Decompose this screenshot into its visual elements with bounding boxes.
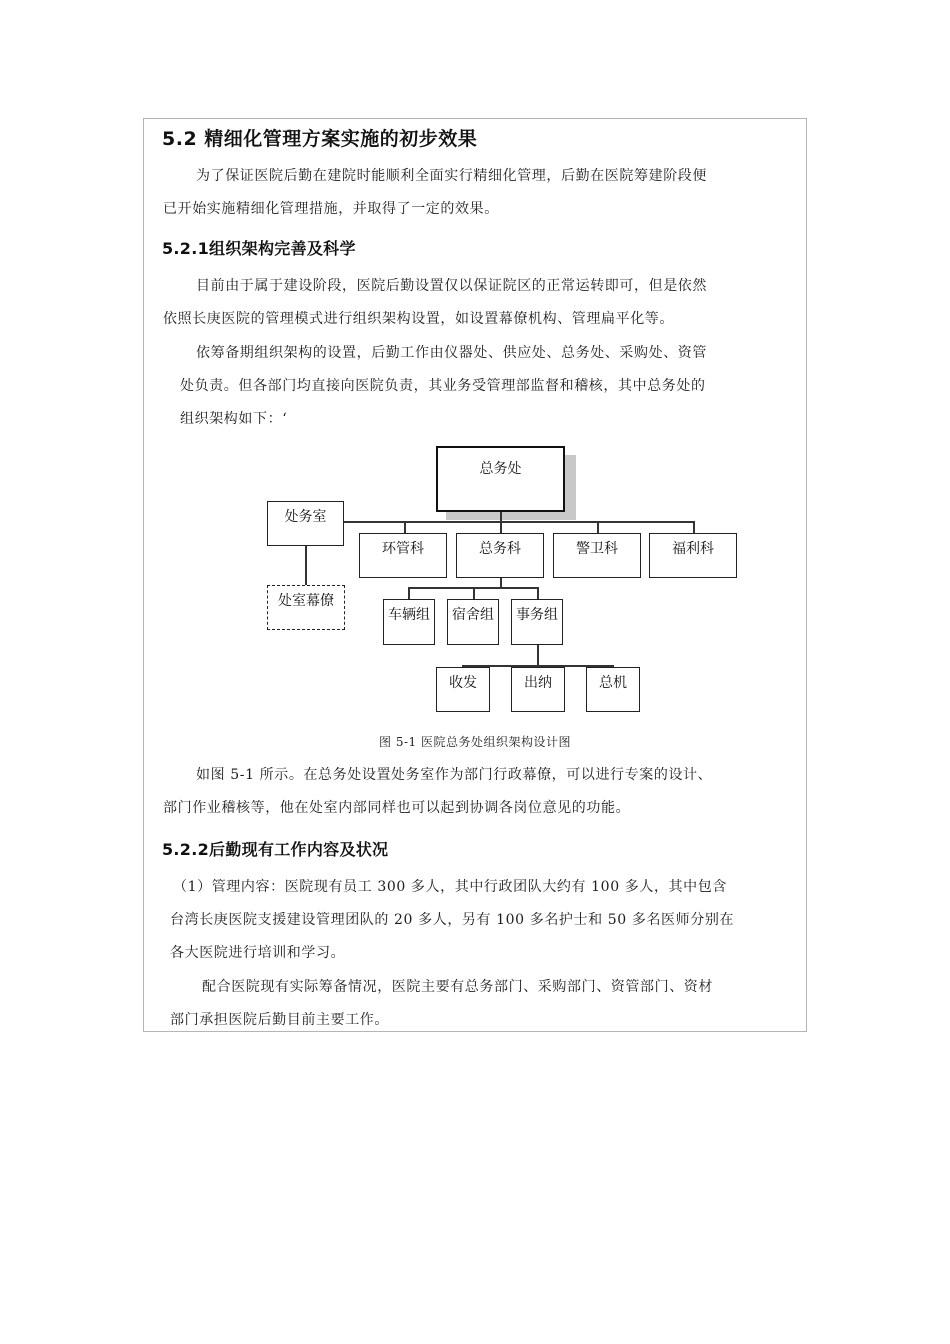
sub2-para1-line-3: 各大医院进行培训和学习。 <box>170 945 346 961</box>
dept-box-4: 福利科 <box>649 533 737 578</box>
dept-box-1: 环管科 <box>359 533 447 578</box>
group-drop-1 <box>408 587 410 599</box>
sub1-para1-line-1: 目前由于属于建设阶段，医院后勤设置仅以保证院区的正常运转即可，但是依然 <box>196 278 707 294</box>
figure-caption: 图 5-1 医院总务处组织架构设计图 <box>379 735 571 749</box>
org-root-box: 总务处 <box>436 446 565 512</box>
group-box-2: 宿舍组 <box>447 599 499 645</box>
dept-box-2: 总务科 <box>456 533 544 578</box>
unit-box-2: 出纳 <box>511 667 565 712</box>
section-title: 5.2 精细化管理方案实施的初步效果 <box>162 128 478 150</box>
after-figure-line-2: 部门作业稽核等，他在处室内部同样也可以起到协调各岗位意见的功能。 <box>163 800 631 816</box>
unit-root-connector <box>537 645 539 666</box>
group-drop-3 <box>537 587 539 599</box>
unit-box-3: 总机 <box>586 667 640 712</box>
intro-line-1: 为了保证医院后勤在建院时能顺利全面实行精细化管理，后勤在医院筹建阶段便 <box>196 168 707 184</box>
dept-drop-2 <box>500 521 502 533</box>
intro-line-2: 已开始实施精细化管理措施，并取得了一定的效果。 <box>163 201 499 217</box>
staff-office-box: 处务室 <box>267 501 344 546</box>
sub2-para2-line-1: 配合医院现有实际筹备情况，医院主要有总务部门、采购部门、资管部门、资材 <box>202 979 713 995</box>
unit-box-1: 收发 <box>436 667 490 712</box>
sub1-para2-line-1: 依筹备期组织架构的设置，后勤工作由仪器处、供应处、总务处、采购处、资管 <box>196 345 707 361</box>
dept-box-3: 警卫科 <box>553 533 641 578</box>
dept-drop-3 <box>597 521 599 533</box>
staff-aide-box: 处室幕僚 <box>267 585 345 630</box>
dept-drop-1 <box>404 521 406 533</box>
dept-drop-4 <box>693 521 695 533</box>
sub2-para1-line-1: （1）管理内容：医院现有员工 300 多人，其中行政团队大约有 100 多人，其中包含 <box>173 879 727 895</box>
staff-connector <box>305 546 307 585</box>
sub2-para1-line-2: 台湾长庚医院支援建设管理团队的 20 多人，另有 100 多名护士和 50 多名医师分别在 <box>170 912 735 928</box>
sub1-para2-line-3: 组织架构如下：‘ <box>180 411 288 427</box>
subsection-title-1: 5.2.1组织架构完善及科学 <box>162 239 356 258</box>
group-box-1: 车辆组 <box>383 599 435 645</box>
after-figure-line-1: 如图 5-1 所示。在总务处设置处务室作为部门行政幕僚，可以进行专案的设计、 <box>196 767 713 783</box>
group-drop-2 <box>473 587 475 599</box>
group-box-3: 事务组 <box>511 599 563 645</box>
sub2-para2-line-2: 部门承担医院后勤目前主要工作。 <box>170 1012 389 1028</box>
sub1-para1-line-2: 依照长庚医院的管理模式进行组织架构设置，如设置幕僚机构、管理扁平化等。 <box>163 311 674 327</box>
subsection-title-2: 5.2.2后勤现有工作内容及状况 <box>162 840 389 859</box>
sub1-para2-line-2: 处负责。但各部门均直接向医院负责，其业务受管理部监督和稽核，其中总务处的 <box>180 378 706 394</box>
